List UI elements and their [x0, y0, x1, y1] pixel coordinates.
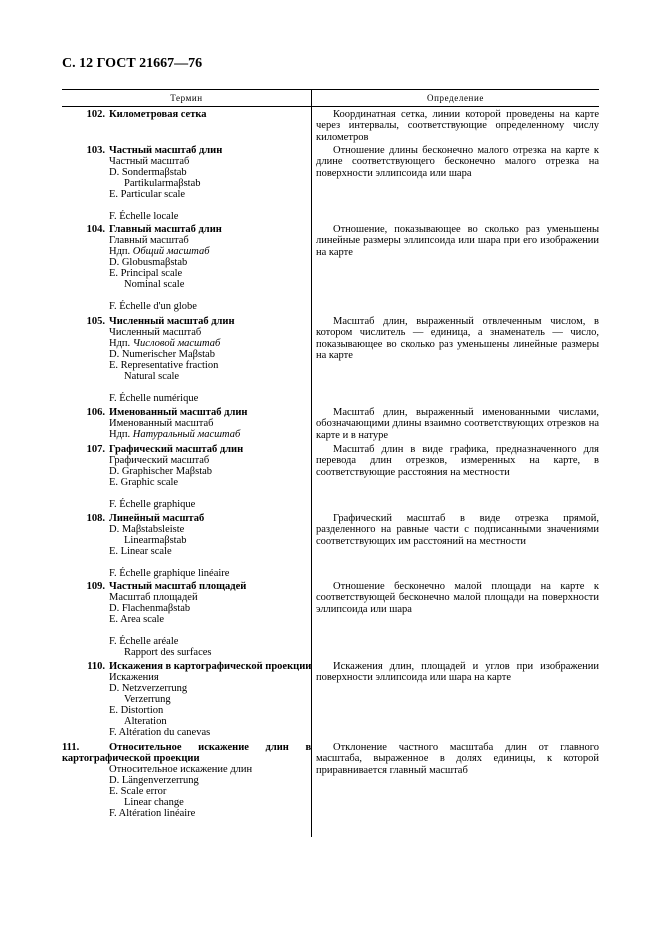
german-term: D. Globusmaβstab — [109, 257, 188, 268]
term-title: Относительное искажение длин в — [109, 742, 312, 753]
german-term: Verzerrung — [124, 694, 171, 705]
english-term: Linear change — [124, 797, 184, 808]
german-term: D. Numerischer Maβstab — [109, 349, 215, 360]
french-term: F. Échelle locale — [109, 211, 179, 222]
definition-column-header: Определение — [311, 90, 599, 106]
english-term: E. Particular scale — [109, 189, 186, 200]
french-term: F. Échelle aréale — [109, 636, 179, 647]
term-title: Численный масштаб длин — [109, 316, 235, 327]
term-title: Главный масштаб длин — [109, 224, 222, 235]
deprecated-term: Ндп. Числовой масштаб — [109, 338, 221, 349]
synonym: Относительное искажение длин — [109, 764, 253, 775]
page-header: С. 12 ГОСТ 21667—76 — [62, 56, 203, 71]
synonym: Главный масштаб — [109, 235, 189, 246]
synonym: Именованный масштаб — [109, 418, 214, 429]
english-term: Alteration — [124, 716, 167, 727]
definition: Масштаб длин, выраженный именованными числами, обозначающими длины взаимно соответствующих отрезков на карте и в натуре — [316, 407, 599, 441]
deprecated-term: Ндп. Общий масштаб — [109, 246, 210, 257]
term-title: Частный масштаб длин — [109, 145, 223, 156]
entry-number: 108. — [86, 513, 105, 524]
french-term: F. Altération linéaire — [109, 808, 196, 819]
german-term: D. Netzverzerrung — [109, 683, 188, 694]
column-divider — [311, 105, 312, 837]
definition: Масштаб длин, выраженный отвлеченным числом, в котором числитель — единица, а знаменатель — число, показывающее во сколько раз уменьшены линейные размеры на карте — [316, 316, 599, 361]
english-term: E. Scale error — [109, 786, 167, 797]
term-column-header: Термин — [170, 93, 203, 103]
german-term: Linearmaβstab — [124, 535, 187, 546]
german-term: D. Graphischer Maβstab — [109, 466, 213, 477]
french-term: F. Altération du canevas — [109, 727, 211, 738]
german-term: D. Maβstabsleiste — [109, 524, 185, 535]
entry-number: 110. — [87, 661, 105, 672]
synonym: Масштаб площадей — [109, 592, 198, 603]
deprecated-term: Ндп. Натуральный масштаб — [109, 429, 241, 440]
terms-table — [62, 89, 599, 819]
synonym: Графический масштаб — [109, 455, 210, 466]
german-term: D. Längenverzerrung — [109, 775, 199, 786]
french-term: F. Échelle graphique linéaire — [109, 568, 230, 579]
definition: Графический масштаб в виде отрезка прямой, разделенного на равные части с подписанными значениями соответствующих им расстояний на местности — [316, 513, 599, 547]
definition: Искажения длин, площадей и углов при изображении поверхности эллипсоида или шара на карте — [316, 661, 599, 684]
definition: Отношение бесконечно малой площади на карте к соответствующей бесконечно малой площади на поверхности эллипсоида или шара — [316, 581, 599, 615]
term-title: Графический масштаб длин — [109, 444, 244, 455]
term-title: Именованный масштаб длин — [109, 407, 248, 418]
definition: Масштаб длин в виде графика, предназначенного для перевода длин отрезков, измеренных на карте, в соответствующие расстояния на местности — [316, 444, 599, 478]
entry-number: 103. — [86, 145, 105, 156]
definition: Отношение, показывающее во сколько раз уменьшены линейные размеры эллипсоида или шара при его изображении на карте — [316, 224, 599, 258]
english-term: E. Principal scale — [109, 268, 183, 279]
english-term: E. Representative fraction — [109, 360, 219, 371]
entry-number: 109. — [86, 581, 105, 592]
german-term: Partikularmaβstab — [124, 178, 201, 189]
entry-number: 105. — [86, 316, 105, 327]
entry-number: 102. — [86, 109, 105, 120]
english-term: Natural scale — [124, 371, 180, 382]
term-title-continued: картографической проекции — [62, 753, 200, 764]
entry-number: 111. — [62, 742, 80, 753]
entry-number: 104. — [86, 224, 105, 235]
synonym: Частный масштаб — [109, 156, 190, 167]
french-term: Rapport des surfaces — [124, 647, 212, 658]
entry-number: 107. — [86, 444, 105, 455]
term-title: Искажения в картографической проекции — [109, 661, 312, 672]
entry-number: 106. — [86, 407, 105, 418]
german-term: D. Flachenmaβstab — [109, 603, 191, 614]
french-term: F. Échelle d'un globe — [109, 301, 197, 312]
definition: Отклонение частного масштаба длин от главного масштаба, выраженное в долях единицы, к которой приравнивается главный масштаб — [316, 742, 599, 776]
english-term: Nominal scale — [124, 279, 185, 290]
french-term: F. Échelle graphique — [109, 499, 196, 510]
french-term: F. Échelle numérique — [109, 393, 199, 404]
table-header — [62, 89, 599, 107]
synonym: Искажения — [109, 672, 159, 683]
english-term: E. Linear scale — [109, 546, 172, 557]
english-term: E. Distortion — [109, 705, 164, 716]
term-title: Километровая сетка — [109, 109, 207, 120]
definition: Координатная сетка, линии которой проведены на карте через интервалы, соответствующие определенному числу километров — [316, 109, 599, 143]
definition: Отношение длины бесконечно малого отрезка на карте к длине соответствующего бесконечно малого отрезка на поверхности эллипсоида или шара — [316, 145, 599, 179]
term-title: Частный масштаб площадей — [109, 581, 247, 592]
term-title: Линейный масштаб — [109, 513, 205, 524]
english-term: E. Graphic scale — [109, 477, 179, 488]
english-term: E. Area scale — [109, 614, 165, 625]
synonym: Численный масштаб — [109, 327, 202, 338]
german-term: D. Sondermaβstab — [109, 167, 187, 178]
